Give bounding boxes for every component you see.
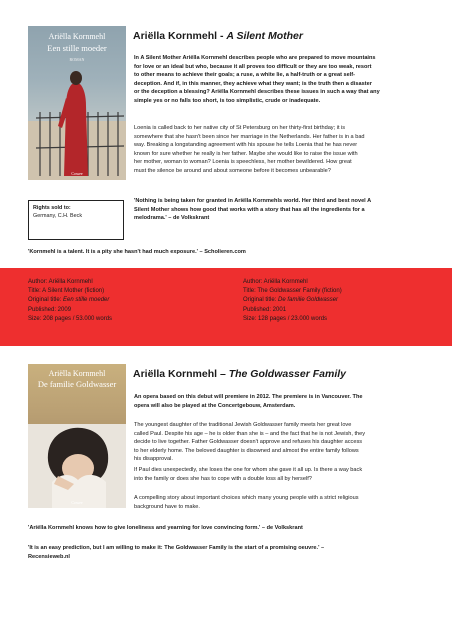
book1-body [134, 124, 424, 176]
rights-value: Germany, C.H. Beck [33, 213, 83, 219]
text-line: 'It is an easy prediction, but I am willing to make it: The Goldwasser Family is the start of a promising oeuvre.' – [28, 545, 325, 551]
text-line: for love or an ideal but who, because it all proves too difficult or they are too weak, resort [134, 63, 372, 70]
detail-title: Title: The Goldwasser Family (fiction) [243, 288, 342, 295]
book-cover-silent-mother [28, 26, 126, 180]
book2-quote-recensieweb [28, 544, 428, 561]
cover-publisher: Cossee [71, 500, 83, 505]
text-line: Loenia is called back to her native city of St Petersburg on her thirty-first birthday; it is [134, 125, 346, 131]
book2-intro [134, 393, 424, 410]
text-line: her mother, woman to woman? Loenia is speechless, her mother bewildered. How great [134, 159, 352, 166]
text-line: melodrama.' – de Volkskrant [134, 215, 210, 222]
detail-title: Title: A Silent Mother (fiction) [28, 288, 105, 295]
text-line: The youngest daughter of the traditional Jewish Goldwasser family meets her great love [134, 422, 352, 428]
rights-sold-box [28, 200, 124, 240]
book2-heading [133, 368, 346, 380]
text-line: his disapproval. [134, 456, 173, 463]
text-line: must the silence be around and about someone before it becomes unbearable? [134, 167, 331, 174]
text-line: to other means to achieve their goals; a ruse, a white lie, a half-truth or a great self- [134, 72, 356, 79]
text-line: If Paul dies unexpectedly, she loses the one for whom she gave it all up. Is there a way back [134, 467, 363, 473]
cover-title: Een stille moeder [47, 43, 107, 53]
detail-size: Size: 208 pages / 53.000 words [28, 315, 113, 322]
cover-publisher: Cossee [71, 171, 83, 176]
book2-body-1 [134, 421, 424, 464]
text-line: to her elderly home. The beloved daughter is disowned and almost the entire family follows [134, 447, 359, 454]
cover-author: Ariëlla Kornmehl [48, 369, 106, 378]
text-line: In A Silent Mother Ariëlla Kornmehl describes people who are prepared to move mountains [134, 55, 376, 61]
text-line: An opera based on this debut will premiere in 2012. The premiere is in Vancouver. The [134, 394, 363, 400]
text-line: called Paul. Despite his age – he is older than she is – and the fact that he is not Jewish, they [134, 430, 366, 437]
text-line: or the deception a blessing? Ariëlla Kornmehl describes these issues in such a way that any [134, 89, 380, 96]
book2-heading-title: The Goldwasser Family [228, 368, 346, 380]
text-line: A compelling story about important choices which many young people with a strict religious [134, 495, 359, 501]
cover-author: Ariëlla Kornmehl [48, 32, 106, 41]
cover-genre: ROMAN [69, 57, 85, 62]
text-line: into the family or does she has to cope with a double loss all by herself? [134, 475, 312, 482]
book1-details [28, 278, 112, 324]
detail-author: Author: Ariëlla Kornmehl [28, 279, 93, 285]
book2-details [243, 278, 342, 324]
rights-label: Rights sold to: [33, 205, 71, 211]
text-line: known for sure whether he really is her father. Maybe she would like to raise the issue with [134, 150, 358, 157]
cover-title: De familie Goldwasser [37, 379, 117, 389]
detail-published: Published: 2001 [243, 306, 287, 313]
detail-size: Size: 128 pages / 23.000 words [243, 315, 328, 322]
text-line: Recensieweb.nl [28, 553, 70, 560]
book2-body-2 [134, 466, 424, 483]
text-line: decide to live together. Father Goldwasser doesn't approve and refuses his daughter access [134, 439, 363, 446]
book1-heading-title: A Silent Mother [226, 30, 303, 42]
text-line: simple yes or no falls too short, is too simplistic, crude or inadequate. [134, 97, 321, 104]
book2-quote-volkskrant: 'Ariëlla Kornmehl knows how to give loneliness and yearning for love convincing form.' – de Volkskrant [28, 525, 303, 531]
detail-original-title: Original title: Een stille moeder [28, 297, 110, 304]
detail-original-title: Original title: De familie Goldwasser [243, 297, 339, 304]
text-line: deception. And if, in this manner, they achieve what they want; is the truth then a disaster [134, 80, 372, 87]
book1-intro [134, 54, 424, 106]
text-line: background have to make. [134, 503, 200, 510]
detail-published: Published: 2009 [28, 306, 72, 313]
text-line: somewhere that she hasn't been since her marriage in the Netherlands. Her father is in a bad [134, 133, 365, 140]
text-line: opera will also be played at the Concertgebouw, Amsterdam. [134, 402, 296, 409]
detail-author: Author: Ariëlla Kornmehl [243, 279, 308, 285]
book2-body-3 [134, 494, 424, 511]
book-cover-goldwasser-family [28, 364, 126, 508]
text-line: way. Breaking a longstanding agreement with his spouse he tells Loenia that he has never [134, 142, 358, 149]
text-line: Silent Mother shows how good that works with a story that has all the ingredients for a [134, 206, 365, 213]
book1-wide-quote: 'Kornmehl is a talent. It is a pity she hasn't had much exposure.' – Scholieren.com [28, 249, 246, 255]
text-line: 'Nothing is being taken for granted in Ariëlla Kornmehls world. Her third and best novel A [134, 198, 372, 204]
book1-heading-author: Ariëlla Kornmehl - [133, 30, 227, 42]
book1-review-quote [134, 197, 424, 223]
book2-heading-author: Ariëlla Kornmehl – [133, 368, 229, 380]
book1-heading [133, 30, 303, 42]
